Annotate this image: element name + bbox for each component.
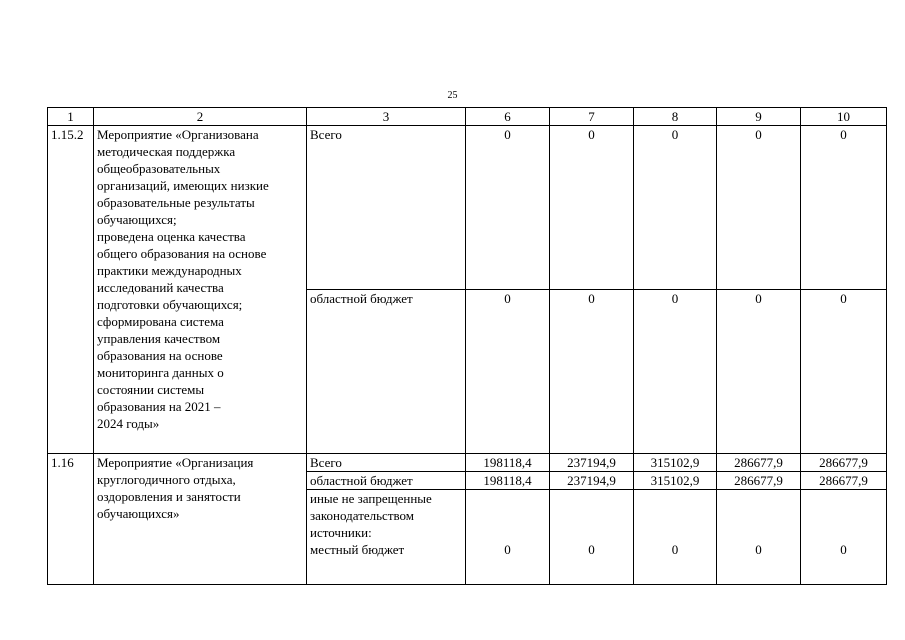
- column-header: 7: [550, 108, 634, 126]
- value-cell: 286677,9: [717, 472, 801, 490]
- column-header: 3: [307, 108, 466, 126]
- column-header: 2: [94, 108, 307, 126]
- value-cell: 0: [550, 490, 634, 585]
- source-label: Всего: [307, 126, 466, 290]
- row-number: 1.16: [48, 454, 94, 585]
- value-cell: 286677,9: [801, 454, 887, 472]
- value-cell: 0: [634, 490, 717, 585]
- table-row: [48, 126, 887, 290]
- value-cell: 0: [634, 126, 717, 290]
- value-cell: 0: [466, 490, 550, 585]
- header-row: [48, 108, 887, 126]
- value-cell: 0: [550, 290, 634, 454]
- value-cell: 0: [717, 490, 801, 585]
- source-label: областной бюджет: [307, 472, 466, 490]
- source-label: Всего: [307, 454, 466, 472]
- value-cell: 0: [466, 126, 550, 290]
- value-cell: 315102,9: [634, 472, 717, 490]
- value-cell: 0: [634, 290, 717, 454]
- source-label: областной бюджет: [307, 290, 466, 454]
- value-cell: 315102,9: [634, 454, 717, 472]
- value-cell: 0: [550, 126, 634, 290]
- value-cell: 0: [466, 290, 550, 454]
- value-cell: 0: [801, 126, 887, 290]
- value-cell: 0: [801, 290, 887, 454]
- value-cell: 198118,4: [466, 454, 550, 472]
- value-cell: 286677,9: [801, 472, 887, 490]
- page-number: 25: [447, 90, 458, 101]
- value-cell: 0: [717, 126, 801, 290]
- event-description: Мероприятие «Организация круглогодичного отдыха, оздоровления и занятости обучающихся»: [94, 454, 307, 585]
- source-label: иные не запрещенные законодательством источники: местный бюджет: [307, 490, 466, 585]
- column-header: 6: [466, 108, 550, 126]
- column-header: 1: [48, 108, 94, 126]
- value-cell: 0: [717, 290, 801, 454]
- value-cell: 0: [801, 490, 887, 585]
- table-row: [48, 454, 887, 472]
- column-header: 10: [801, 108, 887, 126]
- row-number: 1.15.2: [48, 126, 94, 454]
- column-header: 9: [717, 108, 801, 126]
- value-cell: 198118,4: [466, 472, 550, 490]
- value-cell: 237194,9: [550, 472, 634, 490]
- value-cell: 286677,9: [717, 454, 801, 472]
- value-cell: 237194,9: [550, 454, 634, 472]
- event-description: Мероприятие «Организована методическая поддержка общеобразовательных организаций, имеющих низкие образовательные результаты обучающихся; проведена оценка качества общего образования на основе практики международных исследований качества подготовки обучающихся; сформирована система управления качеством образования на основе мониторинга данных о состоянии системы образования на 2021 – 2024 годы»: [94, 126, 307, 454]
- column-header: 8: [634, 108, 717, 126]
- budget-table: [47, 107, 887, 585]
